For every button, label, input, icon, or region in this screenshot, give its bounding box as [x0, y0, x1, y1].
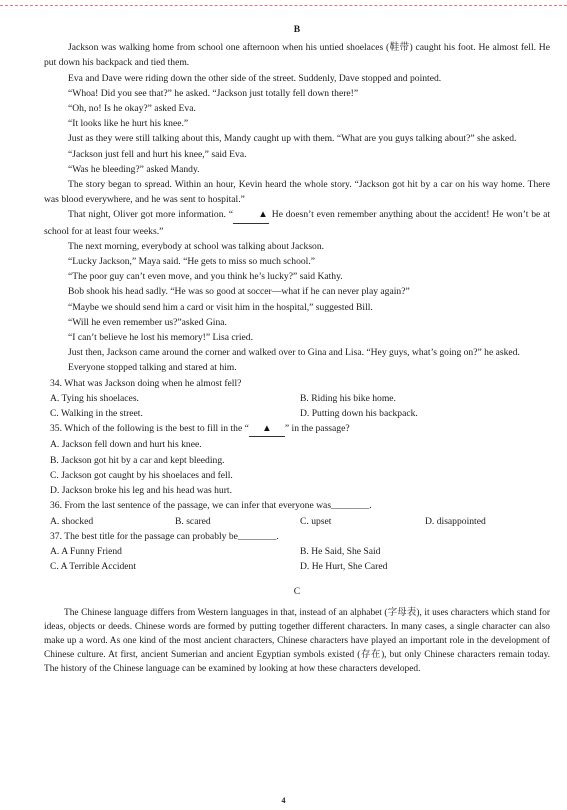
- question-37-options-row1: [50, 544, 550, 559]
- question-35-stem-before: 35. Which of the following is the best to fill in the “: [50, 423, 249, 435]
- paragraph: Eva and Dave were riding down the other side of the street. Suddenly, Dave stopped and pointed.: [68, 72, 442, 84]
- paragraph: “The poor guy can’t even move, and you think he’s lucky?” said Kathy.: [68, 271, 343, 283]
- section-c-heading: C: [293, 586, 301, 598]
- triangle-icon: ▲: [258, 209, 268, 221]
- question-35-stem-after: ” in the passage?: [284, 423, 350, 435]
- option-b: B. He Said, She Said: [300, 545, 381, 557]
- section-c-paragraph: The Chinese language differs from Western languages in that, instead of an alphabet (字母表), it uses characters which stand for ideas, objects or deeds. Chinese words are formed by putting together different characters. In many cases, a single character can also make up a word. As one kind of the most ancient characters, Chinese characters have played an important role in the development of Chinese culture. At first, ancient Sumerian and ancient Egyptian symbols existed (存在), but only Chinese characters remain today. The history of the Chinese language can be examined by looking at how these characters developed.: [44, 607, 550, 675]
- paragraph: “Was he bleeding?” asked Mandy.: [68, 163, 200, 175]
- option-b: B. scared: [175, 515, 211, 527]
- option-c: C. Walking in the street.: [50, 408, 143, 420]
- option-a: A. shocked: [50, 515, 94, 527]
- page-number: 4: [281, 796, 286, 805]
- option-d: D. Putting down his backpack.: [300, 408, 418, 420]
- question-36-stem: 36. From the last sentence of the passage, we can infer that everyone was________.: [50, 500, 372, 512]
- question-34-options-row1: [50, 391, 550, 406]
- option-d: D. He Hurt, She Cared: [300, 561, 388, 573]
- triangle-icon: ▲: [262, 423, 272, 435]
- paragraph-text-before: That night, Oliver got more information. “: [68, 209, 233, 221]
- option-c: C. A Terrible Accident: [50, 561, 137, 573]
- paragraph: “Whoa! Did you see that?” he asked. “Jackson just totally fell down there!”: [68, 87, 359, 99]
- paragraph: “Jackson just fell and hurt his knee,” said Eva.: [68, 148, 247, 160]
- question-35-stem: [50, 421, 550, 437]
- option-d: D. Jackson broke his leg and his head was hurt.: [50, 485, 232, 497]
- option-b: B. Jackson got hit by a car and kept bleeding.: [50, 454, 225, 466]
- top-dashed-rule: [0, 5, 567, 6]
- paragraph: “Lucky Jackson,” Maya said. “He gets to miss so much school.”: [68, 256, 315, 268]
- paragraph: “Will he even remember us?”asked Gina.: [68, 316, 227, 328]
- paragraph: Bob shook his head sadly. “He was so good at soccer—what if he can never play again?”: [68, 286, 410, 298]
- paragraph: “Maybe we should send him a card or visit him in the hospital,” suggested Bill.: [68, 301, 373, 313]
- option-d: D. disappointed: [425, 515, 486, 527]
- paragraph: “I can’t believe he lost his memory!” Lisa cried.: [68, 332, 253, 344]
- option-c: C. Jackson got caught by his shoelaces and fell.: [50, 469, 233, 481]
- paragraph: Jackson was walking home from school one afternoon when his untied shoelaces (鞋带) caught his foot. He almost fell. He put down his backpack and tied them.: [44, 42, 550, 69]
- paragraph: “Oh, no! Is he okay?” asked Eva.: [68, 103, 196, 115]
- paragraph: Just then, Jackson came around the corner and walked over to Gina and Lisa. “Hey guys, what’s going on?” he asked.: [68, 347, 520, 359]
- paragraph-text-after: He doesn’t even remember anything about the accident! He won’t be at school for at least four weeks.”: [44, 209, 551, 237]
- option-c: C. upset: [300, 515, 332, 527]
- option-a: A. A Funny Friend: [50, 545, 122, 557]
- question-36-options: [50, 514, 550, 529]
- paragraph: The next morning, everybody at school was talking about Jackson.: [68, 240, 325, 252]
- paragraph: Everyone stopped talking and stared at him.: [68, 362, 237, 374]
- question-34-stem: 34. What was Jackson doing when he almost fell?: [50, 377, 242, 389]
- option-a: A. Jackson fell down and hurt his knee.: [50, 439, 202, 451]
- exam-page: [44, 18, 550, 677]
- question-37-options-row2: [50, 559, 550, 574]
- paragraph: “It looks like he hurt his knee.”: [68, 118, 189, 130]
- option-b: B. Riding his bike home.: [300, 392, 396, 404]
- question-34-options-row2: [50, 406, 550, 421]
- paragraph: The story began to spread. Within an hour, Kevin heard the whole story. “Jackson got hit by a car on his way home. There was blood everywhere, and he was sent to hospital.”: [44, 179, 550, 206]
- question-37-stem: 37. The best title for the passage can probably be________.: [50, 530, 279, 542]
- section-b-heading: B: [293, 24, 301, 35]
- answer-blank: [249, 421, 285, 437]
- paragraph-with-blank: [44, 207, 550, 238]
- paragraph: Just as they were still talking about this, Mandy caught up with them. “What are you guys talking about?” she asked.: [68, 133, 517, 145]
- option-a: A. Tying his shoelaces.: [50, 392, 139, 404]
- answer-blank: [233, 207, 269, 223]
